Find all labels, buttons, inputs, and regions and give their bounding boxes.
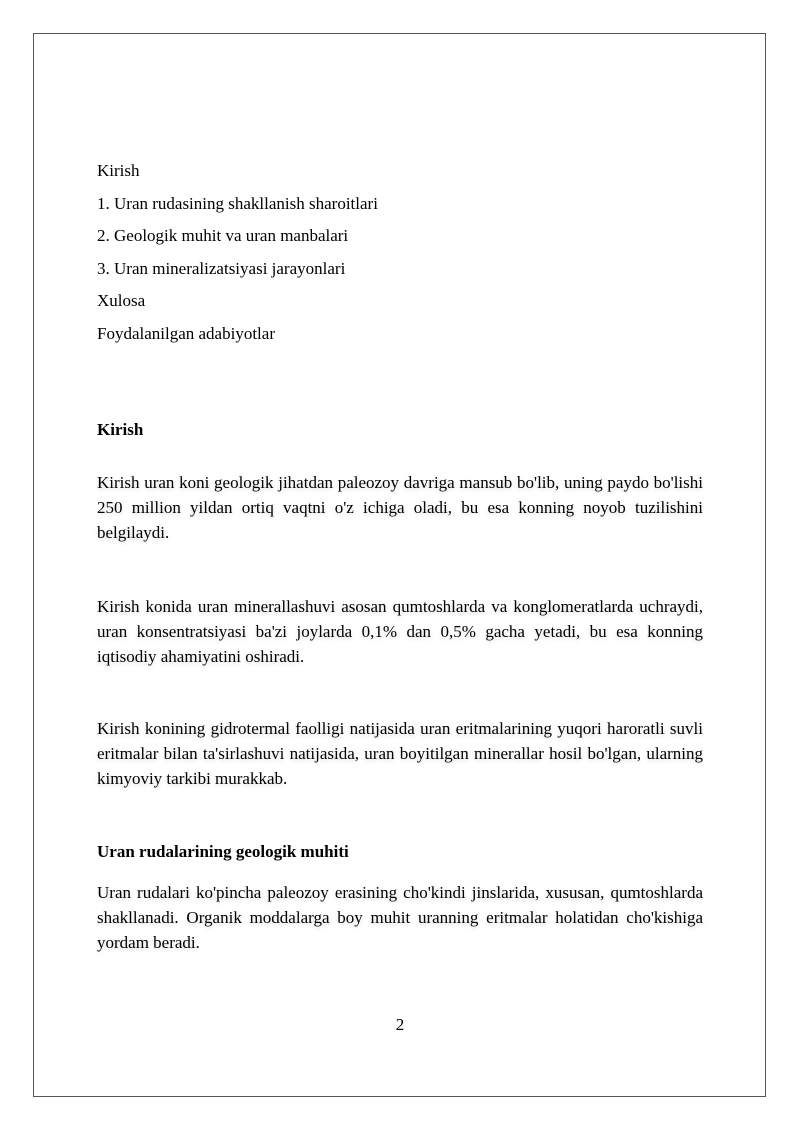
toc-item-chapter-3: 3. Uran mineralizatsiyasi jarayonlari bbox=[97, 258, 346, 278]
toc-item-chapter-2: 2. Geologik muhit va uran manbalari bbox=[97, 226, 349, 245]
body-paragraph: Kirish konining gidrotermal faolligi natijasida uran eritmalarining yuqori haroratli suvli eritmalar bilan ta'sirlashuvi natijasida, uran boyitilgan minerallar hosil bo'lgan, ularning kimyoviy tarkibi murakkab. bbox=[97, 719, 703, 788]
section-geology-heading-block bbox=[97, 841, 703, 863]
paragraph-block-2 bbox=[97, 594, 703, 669]
paragraph-block-3 bbox=[97, 716, 703, 791]
toc-item-conclusion: Xulosa bbox=[97, 291, 146, 310]
body-paragraph: Kirish uran koni geologik jihatdan paleozoy davriga mansub bo'lib, uning paydo bo'lishi 250 million yildan ortiq vaqtni o'z ichiga oladi, bu esa konning noyob tuzilishini belgilaydi. bbox=[97, 473, 703, 542]
paragraph-block-1 bbox=[97, 470, 703, 545]
paragraph-block-4 bbox=[97, 880, 703, 955]
body-paragraph: Uran rudalari ko'pincha paleozoy erasining cho'kindi jinslarida, xususan, qumtoshlarda shakllanadi. Organik moddalarga boy muhit uranning eritmalar holatidan cho'kishiga yordam beradi. bbox=[97, 883, 703, 952]
toc-item-introduction: Kirish bbox=[97, 161, 140, 180]
body-paragraph: Kirish konida uran minerallashuvi asosan qumtoshlarda va konglomeratlarda uchraydi, uran konsentratsiyasi ba'zi joylarda 0,1% dan 0,5% gacha yetadi, bu esa konning iqtisodiy ahamiyatini oshiradi. bbox=[97, 597, 703, 666]
toc-item-references: Foydalanilgan adabiyotlar bbox=[97, 323, 275, 343]
section-heading-geology: Uran rudalarining geologik muhiti bbox=[97, 842, 349, 861]
toc-item-chapter-1: 1. Uran rudasining shakllanish sharoitlari bbox=[97, 193, 378, 213]
page-number: 2 bbox=[395, 1015, 405, 1034]
section-introduction-heading-block bbox=[97, 419, 703, 441]
section-heading-introduction: Kirish bbox=[97, 420, 144, 439]
table-of-contents bbox=[97, 160, 703, 355]
